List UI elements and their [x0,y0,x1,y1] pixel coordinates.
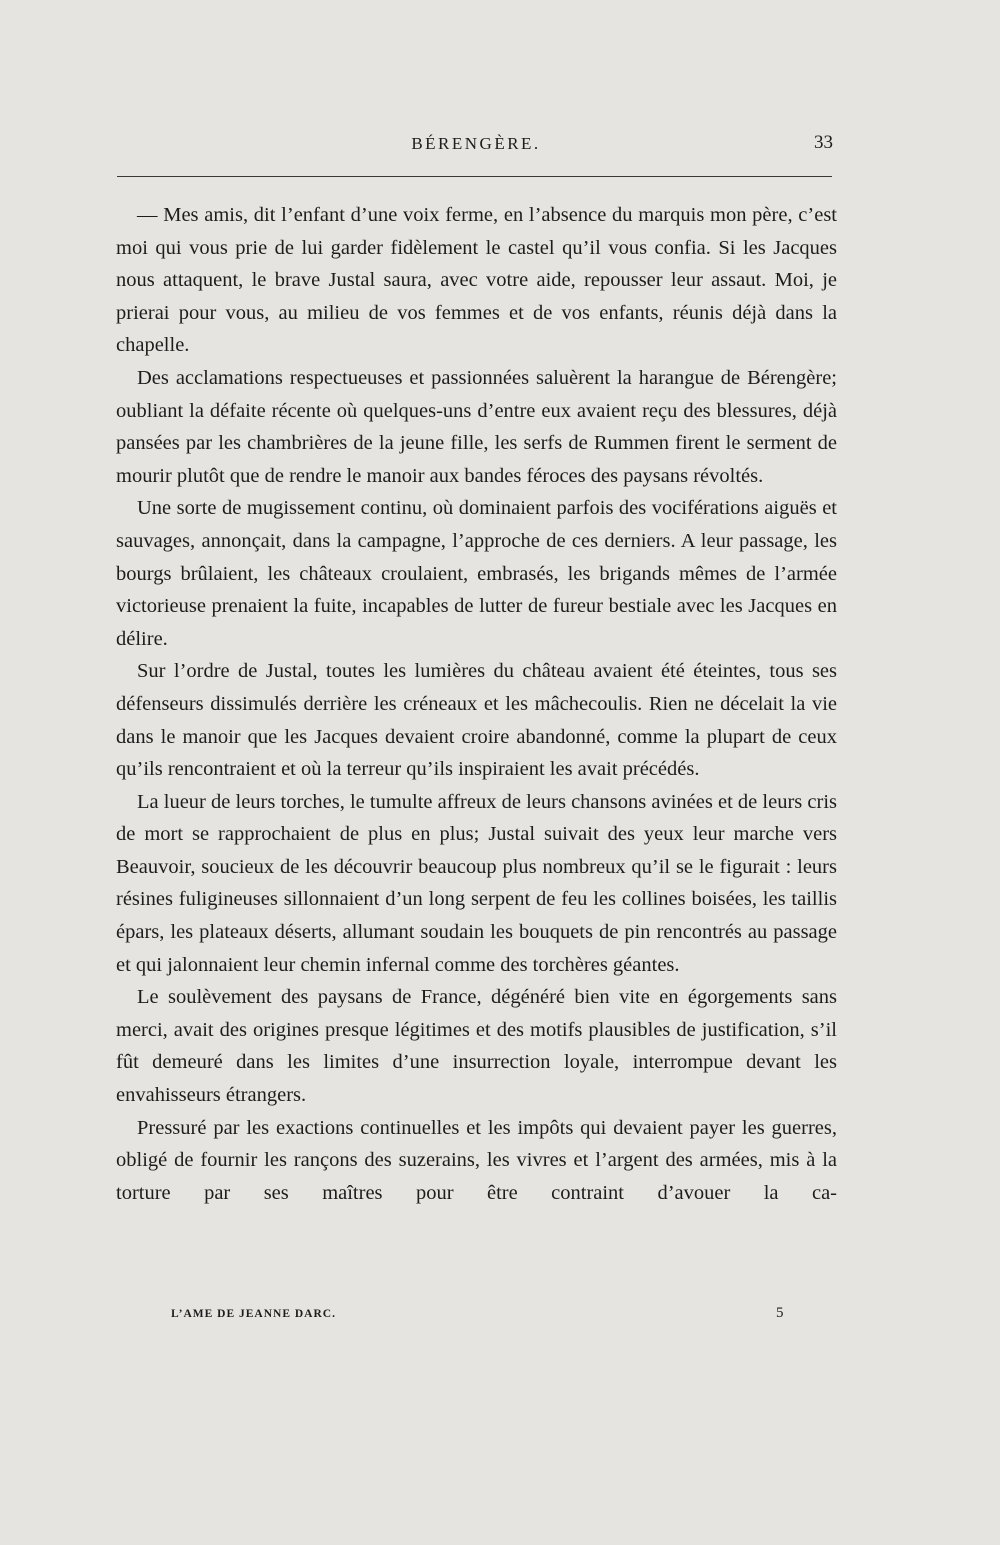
signature-number: 5 [776,1305,784,1321]
body-text [116,199,837,1209]
paragraph-4: Sur l’ordre de Justal, toutes les lumières du château avaient été éteintes, tous ses défenseurs dissimulés derrière les créneaux et les mâchecoulis. Rien ne décelait la vie dans le manoir que les Jacques devaient croire abandonné, comme la plupart de ceux qu’ils rencontraient et où la terreur qu’ils inspiraient les avait précédés. [116,660,837,781]
paragraph-7: Pressuré par les exactions continuelles et les impôts qui devaient payer les guerres, obligé de fournir les rançons des suzerains, les vivres et l’argent des armées, mis à la torture par ses maîtres pour être contraint d’avouer la ca- [116,1116,837,1204]
paragraph-1: — Mes amis, dit l’enfant d’une voix ferme, en l’absence du marquis mon père, c’est moi qui vous prie de lui garder fidèlement le castel qu’il vous confia. Si les Jacques nous attaquent, le brave Justal saura, avec votre aide, repousser leur assaut. Moi, je prierai pour vous, au milieu de vos femmes et de vos enfants, réunis déjà dans la chapelle. [116,204,837,357]
running-title: BÉRENGÈRE. [411,134,541,153]
paragraph-3: Une sorte de mugissement continu, où dominaient parfois des vociférations aiguës et sauvages, annonçait, dans la campagne, l’approche de ces derniers. A leur passage, les bourgs brûlaient, les châteaux croulaient, embrasés, les brigands mêmes de l’armée victorieuse prenaient la fuite, incapables de lutter de fureur bestiale avec les Jacques en délire. [116,497,837,650]
running-head [117,130,835,160]
paragraph-6: Le soulèvement des paysans de France, dégénéré bien vite en égorgements sans merci, avait des origines presque légitimes et des motifs plausibles de justification, s’il fût demeuré dans les limites d’une insurrection loyale, interrompue devant les envahisseurs étrangers. [116,986,837,1107]
header-rule [117,176,832,177]
signature-title: L’AME DE JEANNE DARC. [171,1308,336,1320]
paragraph-2: Des acclamations respectueuses et passionnées saluèrent la harangue de Bérengère; oubliant la défaite récente où quelques-uns d’entre eux avaient reçu des blessures, déjà pansées par les chambrières de la jeune fille, les serfs de Rummen firent le serment de mourir plutôt que de rendre le manoir aux bandes féroces des paysans révoltés. [116,366,837,487]
page-number: 33 [814,132,833,153]
paragraph-5: La lueur de leurs torches, le tumulte affreux de leurs chansons avinées et de leurs cris de mort se rapprochaient de plus en plus; Justal suivait des yeux leur marche vers Beauvoir, soucieux de les découvrir beaucoup plus nombreux qu’il se le figurait : leurs résines fuligineuses sillonnaient d’un long serpent de feu les collines boisées, les taillis épars, les plateaux déserts, allumant soudain les bouquets de pin rencontrés au passage et qui jalonnaient leur chemin infernal comme des torchères géantes. [116,790,837,976]
